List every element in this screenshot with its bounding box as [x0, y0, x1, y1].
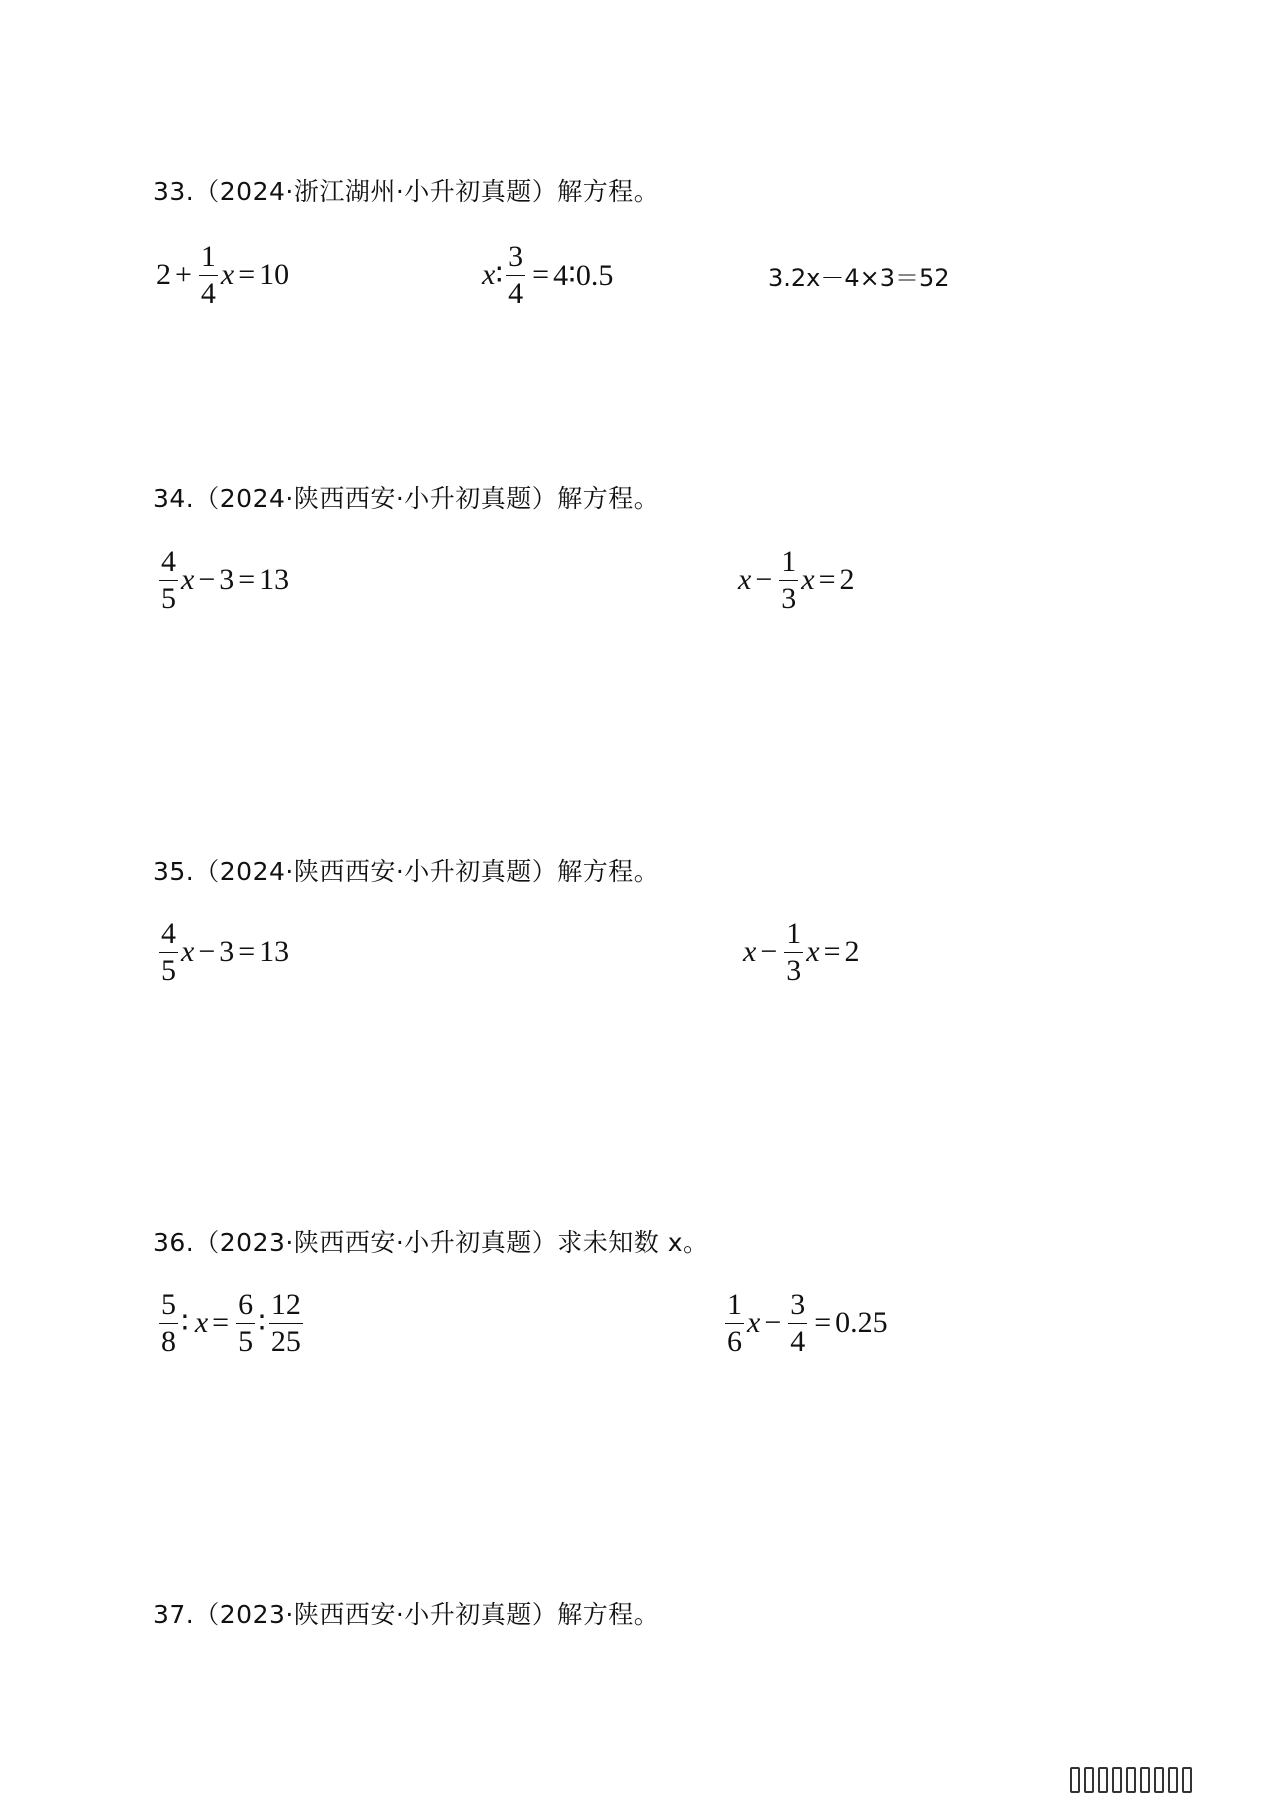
- q33-equation-2: x ∶ $\frac{3}{4}$ = 4∶0.5: [482, 240, 614, 310]
- fraction: $\frac{5}{8}$: [161, 1288, 176, 1358]
- q34-equation-2: x − $\frac{1}{3}$ x = 2: [738, 545, 855, 615]
- q34-equation-1: $\frac{4}{5}$ x − 3 = 13: [161, 545, 290, 615]
- question-34-heading: 34.（2024·陕西西安·小升初真题）解方程。: [153, 484, 660, 513]
- q33-equation-3: 3.2x－4×3＝52: [768, 263, 950, 292]
- q36-equation-1: $\frac{5}{8}$ ∶ x = $\frac{6}{5}$ ∶ $\frac{12}{25}$: [161, 1288, 301, 1358]
- q36-equation-2: $\frac{1}{6}$ x − $\frac{3}{4}$ = 0.25: [727, 1288, 888, 1358]
- q33-equation-1: 2 + $\frac{1}{4}$ x = 10: [156, 240, 290, 310]
- fraction: $\frac{12}{25}$: [270, 1288, 301, 1358]
- q35-equation-2: x − $\frac{1}{3}$ x = 2: [743, 917, 860, 987]
- q35-equation-1: $\frac{4}{5}$ x − 3 = 13: [161, 917, 290, 987]
- question-37-heading: 37.（2023·陕西西安·小升初真题）解方程。: [153, 1600, 660, 1629]
- fraction: $\frac{6}{5}$: [238, 1288, 254, 1358]
- fraction: $\frac{3}{4}$: [790, 1288, 806, 1358]
- fraction: $\frac{4}{5}$: [161, 917, 176, 987]
- fraction: $\frac{1}{3}$: [786, 917, 802, 987]
- question-33-heading: 33.（2024·浙江湖州·小升初真题）解方程。: [153, 177, 660, 206]
- question-36-heading: 36.（2023·陕西西安·小升初真题）求未知数 x。: [153, 1228, 709, 1257]
- fraction: $\frac{1}{3}$: [781, 545, 797, 615]
- fraction: $\frac{1}{4}$: [200, 240, 216, 310]
- fraction: $\frac{3}{4}$: [508, 240, 524, 310]
- fraction: $\frac{1}{6}$: [727, 1288, 742, 1358]
- status-bars-icon: [1070, 1765, 1250, 1795]
- fraction: $\frac{4}{5}$: [161, 545, 176, 615]
- question-35-heading: 35.（2024·陕西西安·小升初真题）解方程。: [153, 857, 660, 886]
